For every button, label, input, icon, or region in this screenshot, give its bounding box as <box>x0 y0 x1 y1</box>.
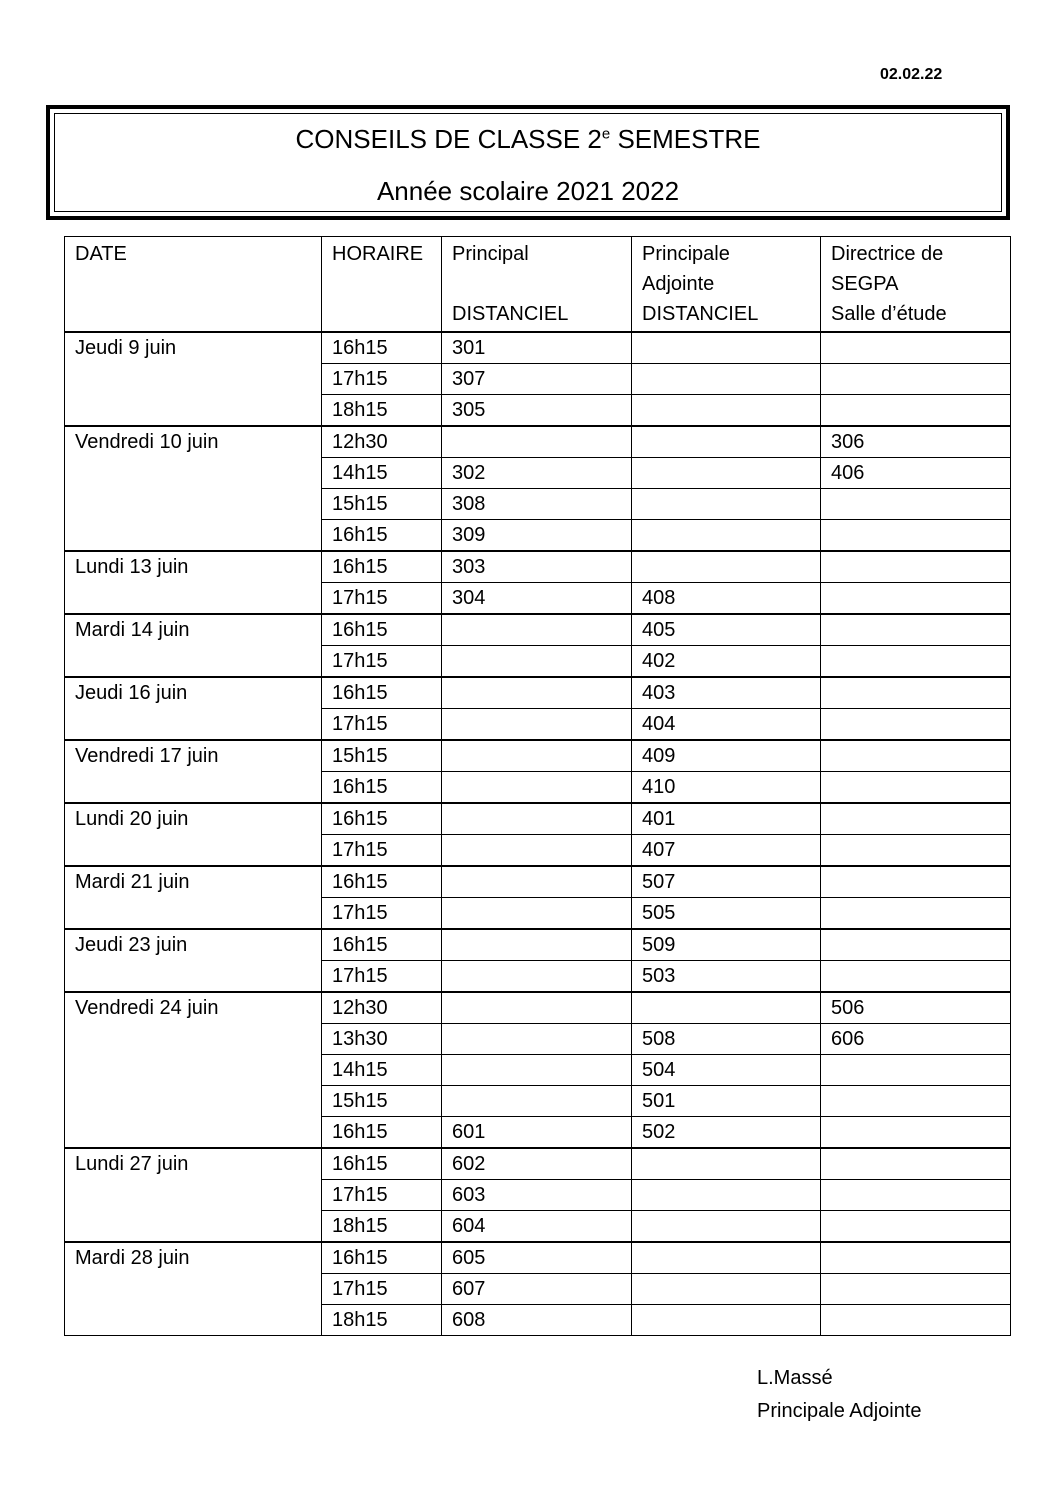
time-cell: 16h15 <box>322 929 442 961</box>
principal-cell <box>442 426 632 458</box>
adjointe-cell <box>632 489 821 520</box>
principal-cell <box>442 772 632 804</box>
adjointe-cell: 507 <box>632 866 821 898</box>
principal-cell <box>442 961 632 993</box>
principal-cell <box>442 803 632 835</box>
table-row <box>65 929 1011 961</box>
principal-cell: 305 <box>442 395 632 427</box>
table-row <box>65 551 1011 583</box>
directrice-cell <box>821 395 1011 427</box>
adjointe-cell <box>632 458 821 489</box>
principal-cell <box>442 992 632 1024</box>
header-directrice-line-1: Directrice de <box>831 243 944 265</box>
time-cell: 17h15 <box>322 583 442 615</box>
header-directrice <box>821 237 1011 333</box>
header-adjointe-line-1: Principale <box>642 243 730 265</box>
principal-cell: 304 <box>442 583 632 615</box>
time-cell: 12h30 <box>322 426 442 458</box>
adjointe-cell <box>632 551 821 583</box>
principal-cell <box>442 1086 632 1117</box>
time-cell: 15h15 <box>322 489 442 520</box>
directrice-cell <box>821 866 1011 898</box>
time-cell: 17h15 <box>322 961 442 993</box>
directrice-cell <box>821 1242 1011 1274</box>
time-cell: 16h15 <box>322 1117 442 1149</box>
date-cell: Lundi 27 juin <box>65 1148 322 1242</box>
principal-cell <box>442 1055 632 1086</box>
adjointe-cell: 409 <box>632 740 821 772</box>
adjointe-cell: 410 <box>632 772 821 804</box>
directrice-cell <box>821 1117 1011 1149</box>
title-line-1 <box>55 124 1001 155</box>
date-cell: Mardi 21 juin <box>65 866 322 929</box>
adjointe-cell: 508 <box>632 1024 821 1055</box>
header-principal-line-3: DISTANCIEL <box>452 303 569 325</box>
principal-cell: 601 <box>442 1117 632 1149</box>
title-box <box>46 105 1010 220</box>
directrice-cell <box>821 1086 1011 1117</box>
directrice-cell <box>821 583 1011 615</box>
signature-role: Principale Adjointe <box>757 1400 922 1422</box>
time-cell: 16h15 <box>322 1148 442 1180</box>
principal-cell <box>442 646 632 678</box>
principal-cell: 604 <box>442 1211 632 1243</box>
time-cell: 12h30 <box>322 992 442 1024</box>
time-cell: 17h15 <box>322 898 442 930</box>
time-cell: 17h15 <box>322 709 442 741</box>
time-cell: 14h15 <box>322 1055 442 1086</box>
principal-cell: 602 <box>442 1148 632 1180</box>
date-cell: Lundi 13 juin <box>65 551 322 614</box>
principal-cell <box>442 740 632 772</box>
date-cell: Jeudi 9 juin <box>65 332 322 426</box>
time-cell: 17h15 <box>322 1274 442 1305</box>
header-principal-line-1: Principal <box>452 243 529 265</box>
time-cell: 13h30 <box>322 1024 442 1055</box>
directrice-cell: 306 <box>821 426 1011 458</box>
time-cell: 15h15 <box>322 1086 442 1117</box>
principal-cell: 603 <box>442 1180 632 1211</box>
adjointe-cell: 501 <box>632 1086 821 1117</box>
time-cell: 16h15 <box>322 772 442 804</box>
date-cell: Jeudi 16 juin <box>65 677 322 740</box>
table-row <box>65 740 1011 772</box>
time-cell: 17h15 <box>322 1180 442 1211</box>
table-row <box>65 992 1011 1024</box>
table-row <box>65 677 1011 709</box>
table-row <box>65 614 1011 646</box>
date-cell: Vendredi 24 juin <box>65 992 322 1148</box>
directrice-cell <box>821 803 1011 835</box>
adjointe-cell <box>632 364 821 395</box>
directrice-cell <box>821 1305 1011 1336</box>
table-row <box>65 1242 1011 1274</box>
time-cell: 16h15 <box>322 520 442 552</box>
directrice-cell <box>821 489 1011 520</box>
title-line-1-superscript: e <box>601 125 611 143</box>
principal-cell: 301 <box>442 332 632 364</box>
adjointe-cell <box>632 1148 821 1180</box>
adjointe-cell: 404 <box>632 709 821 741</box>
time-cell: 16h15 <box>322 551 442 583</box>
title-line-1-main: CONSEILS DE CLASSE 2 <box>295 124 602 154</box>
principal-cell: 308 <box>442 489 632 520</box>
adjointe-cell <box>632 520 821 552</box>
principal-cell <box>442 835 632 867</box>
directrice-cell <box>821 551 1011 583</box>
time-cell: 18h15 <box>322 1305 442 1336</box>
directrice-cell <box>821 520 1011 552</box>
principal-cell <box>442 898 632 930</box>
directrice-cell <box>821 364 1011 395</box>
schedule-body <box>65 332 1011 1336</box>
time-cell: 17h15 <box>322 646 442 678</box>
directrice-cell <box>821 1274 1011 1305</box>
adjointe-cell <box>632 992 821 1024</box>
principal-cell: 605 <box>442 1242 632 1274</box>
adjointe-cell: 505 <box>632 898 821 930</box>
time-cell: 16h15 <box>322 1242 442 1274</box>
directrice-cell: 506 <box>821 992 1011 1024</box>
adjointe-cell <box>632 1180 821 1211</box>
date-cell: Vendredi 17 juin <box>65 740 322 803</box>
principal-cell <box>442 929 632 961</box>
adjointe-cell: 503 <box>632 961 821 993</box>
table-row <box>65 332 1011 364</box>
principal-cell: 608 <box>442 1305 632 1336</box>
adjointe-cell <box>632 1305 821 1336</box>
date-cell: Mardi 28 juin <box>65 1242 322 1336</box>
time-cell: 16h15 <box>322 614 442 646</box>
directrice-cell <box>821 772 1011 804</box>
table-row <box>65 1148 1011 1180</box>
table-row <box>65 803 1011 835</box>
header-adjointe <box>632 237 821 333</box>
header-directrice-line-2: SEGPA <box>831 273 899 295</box>
title-inner-frame <box>54 113 1002 212</box>
time-cell: 18h15 <box>322 395 442 427</box>
principal-cell: 607 <box>442 1274 632 1305</box>
directrice-cell <box>821 740 1011 772</box>
adjointe-cell <box>632 332 821 364</box>
directrice-cell <box>821 677 1011 709</box>
title-line-2: Année scolaire 2021 2022 <box>376 176 680 206</box>
time-cell: 16h15 <box>322 677 442 709</box>
header-directrice-line-3: Salle d’étude <box>831 303 947 325</box>
directrice-cell <box>821 1211 1011 1243</box>
directrice-cell <box>821 1055 1011 1086</box>
adjointe-cell <box>632 395 821 427</box>
directrice-cell: 606 <box>821 1024 1011 1055</box>
principal-cell: 307 <box>442 364 632 395</box>
header-row <box>65 237 1011 333</box>
adjointe-cell: 502 <box>632 1117 821 1149</box>
header-principal-line-2 <box>452 269 621 299</box>
time-cell: 18h15 <box>322 1211 442 1243</box>
directrice-cell: 406 <box>821 458 1011 489</box>
adjointe-cell: 403 <box>632 677 821 709</box>
adjointe-cell: 504 <box>632 1055 821 1086</box>
signature-block <box>757 1362 922 1428</box>
directrice-cell <box>821 332 1011 364</box>
directrice-cell <box>821 835 1011 867</box>
directrice-cell <box>821 898 1011 930</box>
signature-name: L.Massé <box>757 1367 833 1389</box>
adjointe-cell <box>632 1274 821 1305</box>
title-line-1-end: SEMESTRE <box>610 124 761 154</box>
date-cell: Mardi 14 juin <box>65 614 322 677</box>
document-date: 02.02.22 <box>880 66 943 83</box>
principal-cell: 303 <box>442 551 632 583</box>
adjointe-cell: 509 <box>632 929 821 961</box>
directrice-cell <box>821 1148 1011 1180</box>
directrice-cell <box>821 929 1011 961</box>
adjointe-cell <box>632 1242 821 1274</box>
directrice-cell <box>821 614 1011 646</box>
principal-cell <box>442 866 632 898</box>
adjointe-cell: 405 <box>632 614 821 646</box>
date-cell: Lundi 20 juin <box>65 803 322 866</box>
principal-cell <box>442 677 632 709</box>
header-principal <box>442 237 632 333</box>
principal-cell: 302 <box>442 458 632 489</box>
header-horaire: HORAIRE <box>322 237 442 333</box>
time-cell: 17h15 <box>322 364 442 395</box>
time-cell: 16h15 <box>322 332 442 364</box>
principal-cell <box>442 1024 632 1055</box>
header-adjointe-line-2: Adjointe <box>642 273 715 295</box>
directrice-cell <box>821 1180 1011 1211</box>
adjointe-cell: 402 <box>632 646 821 678</box>
principal-cell <box>442 709 632 741</box>
table-row <box>65 426 1011 458</box>
header-adjointe-line-3: DISTANCIEL <box>642 303 759 325</box>
time-cell: 16h15 <box>322 866 442 898</box>
directrice-cell <box>821 961 1011 993</box>
date-cell: Vendredi 10 juin <box>65 426 322 551</box>
schedule-table <box>64 236 1011 1336</box>
date-cell: Jeudi 23 juin <box>65 929 322 992</box>
principal-cell: 309 <box>442 520 632 552</box>
directrice-cell <box>821 646 1011 678</box>
time-cell: 17h15 <box>322 835 442 867</box>
adjointe-cell: 408 <box>632 583 821 615</box>
principal-cell <box>442 614 632 646</box>
adjointe-cell <box>632 1211 821 1243</box>
adjointe-cell <box>632 426 821 458</box>
time-cell: 16h15 <box>322 803 442 835</box>
time-cell: 14h15 <box>322 458 442 489</box>
header-date: DATE <box>65 237 322 333</box>
time-cell: 15h15 <box>322 740 442 772</box>
table-row <box>65 866 1011 898</box>
adjointe-cell: 407 <box>632 835 821 867</box>
directrice-cell <box>821 709 1011 741</box>
adjointe-cell: 401 <box>632 803 821 835</box>
